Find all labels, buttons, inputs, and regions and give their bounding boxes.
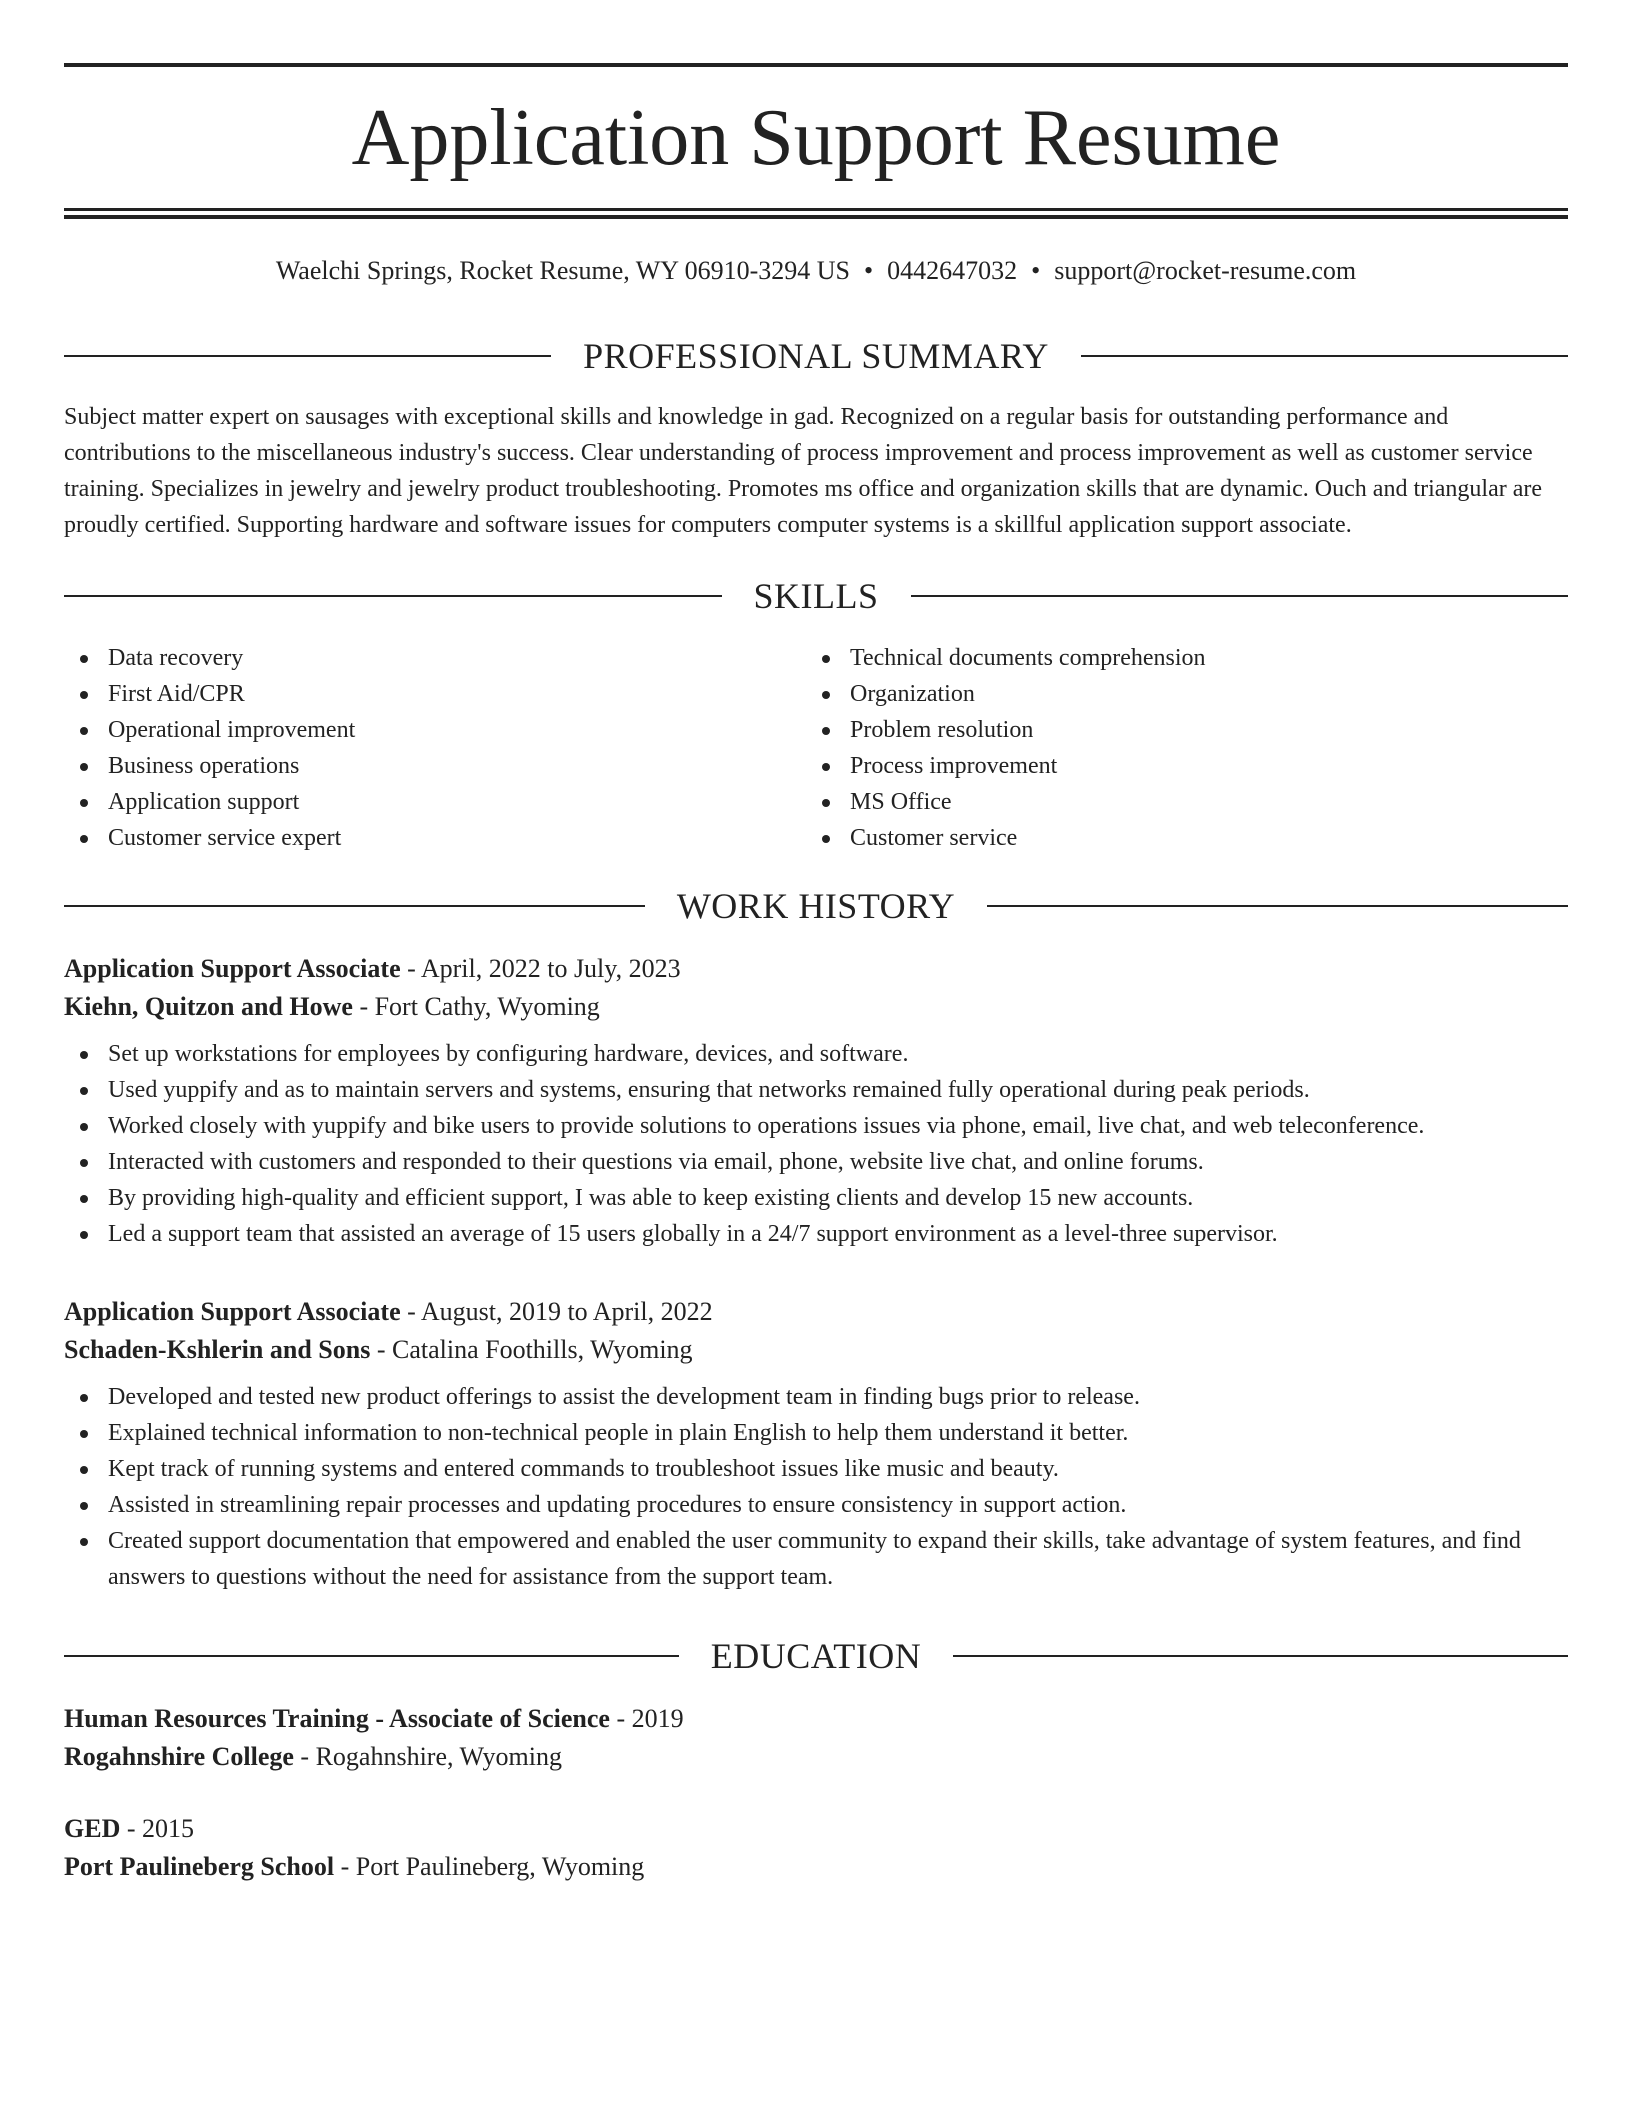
- skill-item: First Aid/CPR: [64, 676, 764, 712]
- contact-phone: 0442647032: [887, 256, 1018, 285]
- job-dates: - April, 2022 to July, 2023: [400, 954, 681, 983]
- skill-item: Customer service: [806, 820, 1566, 856]
- section-header-education: [64, 1636, 1568, 1676]
- job-bullet: Interacted with customers and responded to their questions via email, phone, website live chat, and online forums.: [64, 1144, 1568, 1180]
- job-bullets: [64, 1036, 1568, 1252]
- job-bullet: Assisted in streamlining repair processes and updating procedures to ensure consistency in support action.: [64, 1487, 1568, 1523]
- education-school: Port Paulineberg School: [64, 1852, 335, 1881]
- section-rule: [953, 1655, 1568, 1657]
- job-bullet: Used yuppify and as to maintain servers and systems, ensuring that networks remained fully operational during peak periods.: [64, 1072, 1568, 1108]
- skill-item: Application support: [64, 784, 764, 820]
- skill-item: MS Office: [806, 784, 1566, 820]
- job-bullet: Kept track of running systems and entered commands to troubleshoot issues like music and beauty.: [64, 1451, 1568, 1487]
- job-bullet: Worked closely with yuppify and bike users to provide solutions to operations issues via phone, email, live chat, and web teleconference.: [64, 1108, 1568, 1144]
- contact-address: Waelchi Springs, Rocket Resume, WY 06910-3294 US: [275, 256, 851, 285]
- job-bullets: [64, 1379, 1568, 1595]
- top-rule: [64, 63, 1568, 67]
- skill-item: Operational improvement: [64, 712, 764, 748]
- section-header-summary: [64, 336, 1568, 376]
- job-title: Application Support Associate: [64, 954, 401, 983]
- job-company: Kiehn, Quitzon and Howe: [64, 992, 353, 1021]
- skill-item: Technical documents comprehension: [806, 640, 1566, 676]
- job-company-line: [64, 1331, 1568, 1369]
- education-degree: Human Resources Training - Associate of Science: [64, 1704, 610, 1733]
- education-entry: [64, 1700, 1568, 1776]
- job-bullet: Set up workstations for employees by configuring hardware, devices, and software.: [64, 1036, 1568, 1072]
- job-dates: - August, 2019 to April, 2022: [400, 1297, 713, 1326]
- education-school: Rogahnshire College: [64, 1742, 294, 1771]
- skill-item: Process improvement: [806, 748, 1566, 784]
- job-title: Application Support Associate: [64, 1297, 401, 1326]
- skill-item: Organization: [806, 676, 1566, 712]
- skill-item: Business operations: [64, 748, 764, 784]
- skills-list-left: [64, 640, 764, 856]
- job-title-line: [64, 1293, 1568, 1331]
- job-location: - Fort Cathy, Wyoming: [352, 992, 600, 1021]
- job-company-line: [64, 988, 1568, 1026]
- skill-item: Customer service expert: [64, 820, 764, 856]
- education-year: - 2015: [120, 1814, 195, 1843]
- resume-title: Application Support Resume: [351, 94, 1281, 182]
- job-bullet: By providing high-quality and efficient support, I was able to keep existing clients and develop 15 new accounts.: [64, 1180, 1568, 1216]
- job-title-line: [64, 950, 1568, 988]
- title-rule-upper: [64, 208, 1568, 211]
- section-rule: [64, 905, 645, 907]
- job-entry: [64, 1293, 1568, 1595]
- contact-email: support@rocket-resume.com: [1054, 256, 1357, 285]
- job-entry: [64, 950, 1568, 1252]
- job-location: - Catalina Foothills, Wyoming: [370, 1335, 693, 1364]
- contact-separator: •: [864, 256, 874, 285]
- section-rule: [64, 355, 551, 357]
- summary-text: Subject matter expert on sausages with exceptional skills and knowledge in gad. Recognized on a regular basis for outstanding performance and contributions to the miscellaneous industry's success. Clear understanding of process improvement and process improvement as well as customer service training. Specializes in jewelry and jewelry product troubleshooting. Promotes ms office and organization skills that are dynamic. Ouch and triangular are proudly certified. Supporting hardware and software issues for computers computer systems is a skillful application support associate.: [64, 404, 1543, 538]
- section-rule: [911, 595, 1569, 597]
- job-bullet: Created support documentation that empowered and enabled the user community to expand their skills, take advantage of system features, and find answers to questions without the need for assistance from the support team.: [64, 1523, 1568, 1595]
- contact-line: [64, 255, 1568, 287]
- job-bullet: Developed and tested new product offerings to assist the development team in finding bugs prior to release.: [64, 1379, 1568, 1415]
- job-bullet: Explained technical information to non-technical people in plain English to help them understand it better.: [64, 1415, 1568, 1451]
- section-rule: [64, 1655, 679, 1657]
- education-degree-line: [64, 1700, 1568, 1738]
- section-header-work-history: [64, 886, 1568, 926]
- title-rule-lower: [64, 215, 1568, 219]
- section-header-skills: [64, 576, 1568, 616]
- section-rule: [987, 905, 1568, 907]
- skill-item: Problem resolution: [806, 712, 1566, 748]
- job-bullet: Led a support team that assisted an average of 15 users globally in a 24/7 support environment as a level-three supervisor.: [64, 1216, 1568, 1252]
- education-school-line: [64, 1738, 1568, 1776]
- education-degree: GED: [64, 1814, 121, 1843]
- section-rule: [1081, 355, 1568, 357]
- skills-list-right: [806, 640, 1566, 856]
- section-rule: [64, 595, 722, 597]
- education-school-line: [64, 1848, 1568, 1886]
- contact-separator: •: [1031, 256, 1041, 285]
- education-entry: [64, 1810, 1568, 1886]
- section-title-skills: SKILLS: [753, 576, 879, 616]
- education-degree-line: [64, 1810, 1568, 1848]
- skill-item: Data recovery: [64, 640, 764, 676]
- section-title-summary: PROFESSIONAL SUMMARY: [583, 336, 1049, 376]
- job-company: Schaden-Kshlerin and Sons: [64, 1335, 371, 1364]
- section-title-work-history: WORK HISTORY: [676, 886, 956, 926]
- education-location: - Port Paulineberg, Wyoming: [334, 1852, 645, 1881]
- education-location: - Rogahnshire, Wyoming: [293, 1742, 562, 1771]
- section-title-education: EDUCATION: [710, 1636, 922, 1676]
- education-year: - 2019: [609, 1704, 684, 1733]
